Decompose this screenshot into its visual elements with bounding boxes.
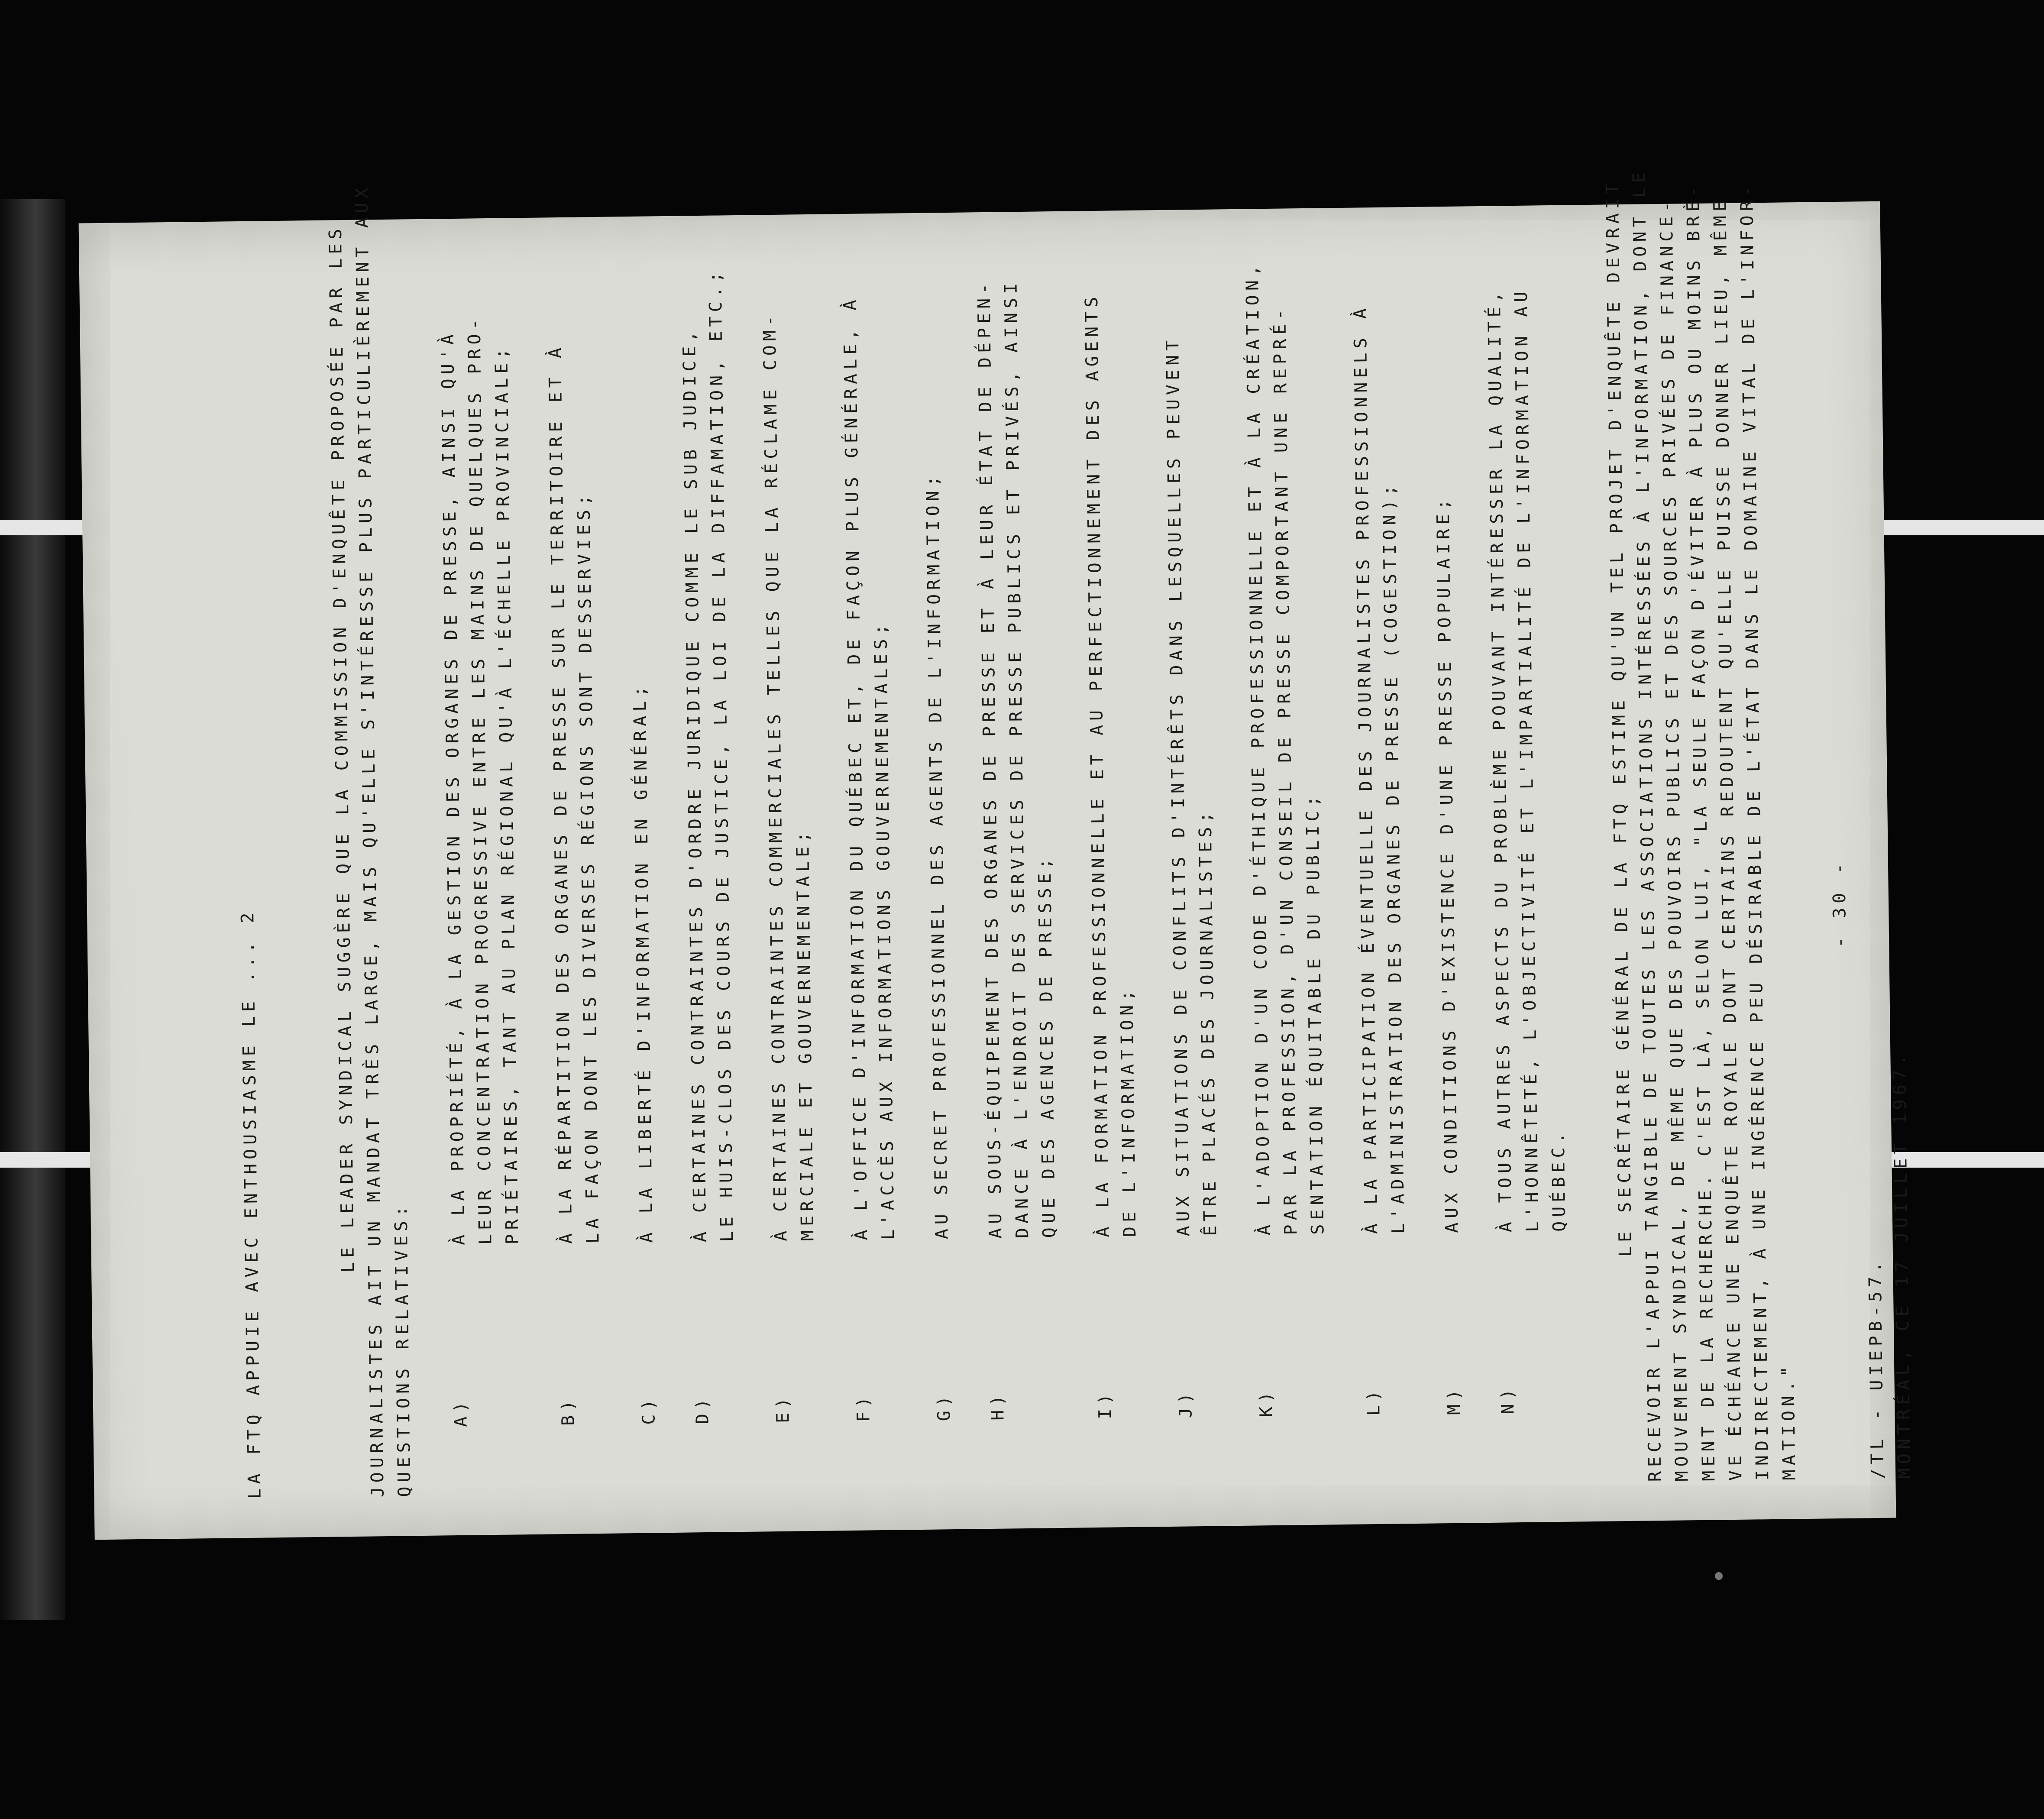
intro-line: QUESTIONS RELATIVES: — [391, 1201, 415, 1497]
item-line: LEUR CONCENTRATION PROGRESSIVE ENTRE LES MAINS DE QUELQUES PRO- — [464, 314, 496, 1245]
item-letter: C) — [638, 1395, 659, 1425]
item-line: AU SECRET PROFESSIONNEL DES AGENTS DE L'INFORMATION; — [922, 471, 952, 1240]
list-item — [1480, 244, 1576, 1484]
closing-line: LE SECRÉTAIRE GÉNÉRAL DE LA FTQ ESTIME QU'UN TEL PROJET D'ENQUÊTE DEVRAIT — [1602, 179, 1636, 1257]
footer-date: MONTRÉAL, CE 17 JUILLET 1967. — [1889, 1050, 1915, 1479]
item-text — [1239, 260, 1332, 1262]
item-line: À CERTAINES CONTRAINTES COMMERCIALES TELLES QUE LA RÉCLAME COM- — [760, 311, 791, 1242]
closing-line: MENT DE LA RECHERCHE. C'EST LÀ, SELON LUI, "LA SEULE FAÇON D'ÉVITER À PLUS OU MOINS BRÈ- — [1683, 182, 1719, 1482]
item-letter: K) — [1256, 1387, 1277, 1418]
item-text — [1347, 304, 1412, 1260]
footer-reference: /TL - UIEPB-57. — [1865, 1257, 1888, 1479]
item-text — [756, 311, 821, 1268]
closing-paragraph — [1600, 168, 1803, 1482]
list-item — [836, 252, 905, 1492]
item-letter: J) — [1175, 1389, 1196, 1418]
list-item — [756, 253, 825, 1492]
item-line: AU SOUS-ÉQUIPEMENT DES ORGANES DE PRESSE ET À LEUR ÉTAT DE DÉPEN- — [974, 279, 1006, 1239]
item-line: À CERTAINES CONTRAINTES D'ORDRE JURIDIQUE COMME LE SUB JUDICE, — [679, 327, 711, 1243]
list-item — [1078, 249, 1147, 1489]
item-line: À LA LIBERTÉ D'INFORMATION EN GÉNÉRAL; — [630, 682, 657, 1243]
item-letter: A) — [450, 1397, 471, 1427]
item-text — [1430, 495, 1466, 1259]
item-line: AUX SITUATIONS DE CONFLITS D'INTÉRÊTS DANS LESQUELLES PEUVENT — [1162, 336, 1194, 1236]
footer — [1849, 240, 1918, 1479]
item-letter: M) — [1444, 1385, 1465, 1415]
item-letter: G) — [934, 1391, 954, 1421]
closing-line: INDIRECTEMENT, À UNE INGÉRENCE PEU DÉSIRABLE DE L'ÉTAT DANS LE DOMAINE VITAL DE L'INFOR- — [1737, 181, 1773, 1481]
item-line: L'HONNÊTETÉ, L'OBJECTIVITÉ ET L'IMPARTIALITÉ DE L'INFORMATION AU — [1511, 287, 1543, 1232]
closing-line: MOUVEMENT SYNDICAL, DE MÊME QUE DES POUVOIRS PUBLICS ET DES SOURCES PRIVÉES DE FINANCE- — [1656, 197, 1692, 1482]
item-text — [1159, 336, 1224, 1262]
item-line: AUX CONDITIONS D'EXISTENCE D'UNE PRESSE POPULAIRE; — [1433, 495, 1462, 1233]
item-letter: L) — [1363, 1386, 1384, 1416]
closing-line: VE ÉCHÉANCE UNE ENQUÊTE ROYALE DONT CERTAINS REDOUTENT QU'ELLE PUISSE DONNER LIEU, MÊME — [1710, 196, 1746, 1481]
page-header: LA FTQ APPUIE AVEC ENTHOUSIASME LE ... 2 — [237, 908, 265, 1499]
item-line: À L'ADOPTION D'UN CODE D'ÉTHIQUE PROFESSIONNELLE ET À LA CRÉATION, — [1242, 261, 1274, 1236]
item-line: PRIÉTAIRES, TANT AU PLAN RÉGIONAL QU'À L'ÉCHELLE PROVINCIALE; — [492, 344, 523, 1245]
rotated-page-content — [226, 168, 1922, 1499]
document-page — [79, 168, 1915, 1540]
list-item — [675, 254, 744, 1493]
item-line: SENTATION ÉQUITABLE DU PUBLIC; — [1302, 792, 1328, 1235]
item-line: ÊTRE PLACÉS DES JOURNALISTES; — [1195, 808, 1221, 1236]
item-line: L'ACCÈS AUX INFORMATIONS GOUVERNEMENTALES; — [870, 620, 899, 1240]
item-line: À LA PROPRIÉTÉ, À LA GESTION DES ORGANES DE PRESSE, AINSI QU'À — [437, 330, 469, 1246]
item-line: LA FAÇON DONT LES DIVERSES RÉGIONS SONT DESSERVIES; — [574, 490, 603, 1244]
item-line: PAR LA PROFESSION, D'UN CONSEIL DE PRESSE COMPORTANT UNE REPRÉ- — [1270, 305, 1301, 1235]
closing-line: RECEVOIR L'APPUI TANGIBLE DE TOUTES LES ASSOCIATIONS INTÉRESSÉES À L'INFORMATION, DONT LE — [1629, 168, 1666, 1482]
list-item — [970, 250, 1066, 1490]
item-line: DANCE À L'ENDROIT DES SERVICES DE PRESSE PUBLICS ET PRIVÉS, AINSI — [1001, 278, 1033, 1239]
item-letter: B) — [558, 1396, 579, 1426]
item-text — [675, 268, 741, 1269]
item-text — [542, 343, 607, 1270]
item-text — [1078, 292, 1144, 1264]
item-list — [433, 244, 1576, 1497]
film-strip-edge — [0, 199, 65, 1620]
item-line: MERCIALE ET GOUVERNEMENTALE; — [792, 827, 818, 1241]
item-text — [837, 295, 902, 1266]
list-item — [433, 257, 529, 1496]
list-item — [541, 256, 610, 1495]
item-letter: N) — [1497, 1384, 1518, 1414]
item-text — [970, 278, 1063, 1265]
item-line: À TOUS AUTRES ASPECTS DU PROBLÈME POUVANT INTÉRESSER LA QUALITÉ, — [1484, 288, 1516, 1233]
item-line: À LA FORMATION PROFESSIONNELLE ET AU PERFECTIONNEMENT DES AGENTS — [1081, 292, 1113, 1238]
item-line: À LA RÉPARTITION DES ORGANES DE PRESSE SUR LE TERRITOIRE ET À — [545, 343, 576, 1244]
list-item — [917, 252, 959, 1491]
item-line: DE L'INFORMATION; — [1117, 986, 1140, 1237]
item-text — [919, 472, 956, 1266]
list-item — [1346, 246, 1415, 1485]
intro-line: JOURNALISTES AIT UN MANDAT TRÈS LARGE, MAIS QU'ELLE S'INTÉRESSE PLUS PARTICULIÈREMENT AUX — [352, 183, 388, 1498]
page-number: - 30 - — [1829, 859, 1850, 948]
list-item — [621, 255, 663, 1494]
intro-paragraph — [323, 183, 418, 1498]
item-letter: H) — [987, 1391, 1008, 1421]
item-line: L'ADMINISTRATION DES ORGANES DE PRESSE (COGESTION); — [1379, 481, 1409, 1234]
item-letter: F) — [853, 1392, 874, 1422]
list-item — [1426, 246, 1468, 1485]
item-line: QUE DES AGENCES DE PRESSE; — [1035, 854, 1060, 1238]
film-speck — [1715, 1572, 1723, 1580]
item-letter: D) — [692, 1394, 713, 1424]
list-item — [1158, 249, 1227, 1488]
item-text — [627, 682, 661, 1269]
item-line: À LA PARTICIPATION ÉVENTUELLE DES JOURNALISTES PROFESSIONNELS À — [1350, 304, 1382, 1234]
item-line: À L'OFFICE D'INFORMATION DU QUÉBEC ET, DE FAÇON PLUS GÉNÉRALE, À — [840, 295, 872, 1240]
intro-line: LE LEADER SYNDICAL SUGGÈRE QUE LA COMMISSION D'ENQUÊTE PROPOSÉE PAR LES — [325, 224, 359, 1273]
item-letter: I) — [1095, 1389, 1116, 1420]
closing-line: MATION." — [1778, 1362, 1800, 1480]
item-text — [434, 314, 526, 1271]
item-text — [1481, 287, 1573, 1258]
item-letter: E) — [773, 1393, 793, 1424]
item-line: QUÉBEC. — [1548, 1128, 1570, 1232]
list-item — [1239, 247, 1334, 1487]
item-line: LE HUIS-CLOS DES COURS DE JUSTICE, LA LOI DE LA DIFFAMATION, ETC.; — [705, 267, 737, 1242]
